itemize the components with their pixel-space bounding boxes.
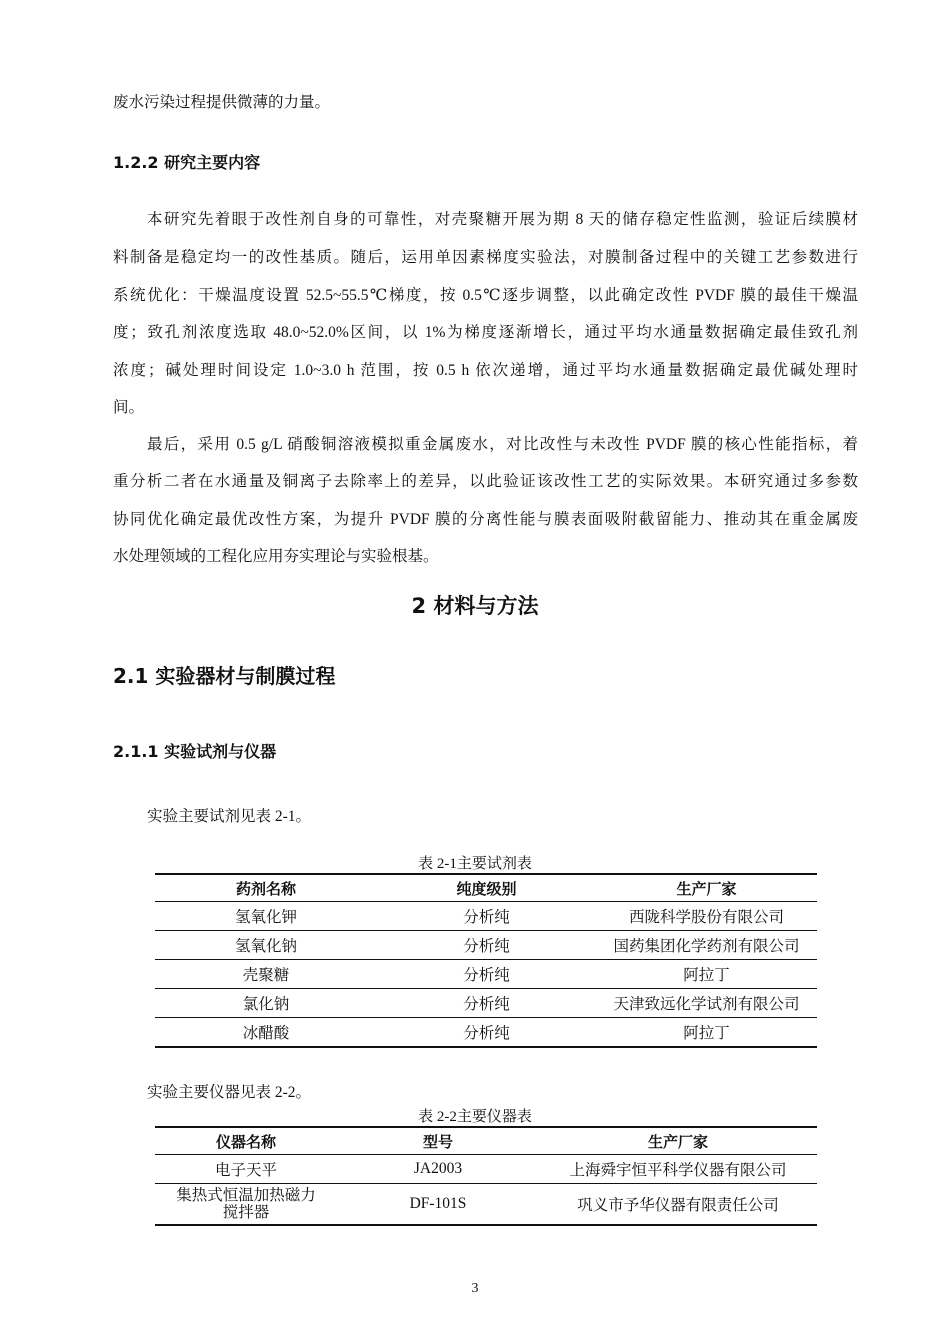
table-cell: 电子天平 — [155, 1155, 337, 1184]
table-header-row — [155, 1127, 817, 1155]
paragraph-line: 本研究先着眼于改性剂自身的可靠性，对壳聚糖开展为期 8 天的储存稳定性监测，验证后续膜材 — [147, 211, 858, 228]
table-cell: JA2003 — [337, 1155, 539, 1184]
section-heading-1-2-2: 1.2.2 研究主要内容 — [113, 153, 261, 172]
table-cell: 壳聚糖 — [155, 960, 377, 989]
paragraph-line: 系统优化：干燥温度设置 52.5~55.5℃梯度，按 0.5℃逐步调整，以此确定改性 PVDF 膜的最佳干燥温 — [113, 287, 858, 304]
paragraph-line: 度；致孔剂浓度选取 48.0~52.0%区间，以 1%为梯度逐渐增长，通过平均水通量数据确定最佳致孔剂 — [113, 324, 858, 341]
table-cell: 巩义市予华仪器有限责任公司 — [539, 1184, 817, 1226]
table-row — [155, 1184, 817, 1226]
table-row — [155, 1155, 817, 1184]
page-number: 3 — [471, 1281, 479, 1296]
table-cell: 冰醋酸 — [155, 1018, 377, 1048]
reagents-intro-text: 实验主要试剂见表 2-1。 — [147, 808, 312, 825]
paragraph-line: 水处理领域的工程化应用夯实理论与实验根基。 — [113, 548, 439, 565]
column-header: 型号 — [337, 1127, 539, 1155]
table-cell: 氯化钠 — [155, 989, 377, 1018]
paragraph-line: 浓度；碱处理时间设定 1.0~3.0 h 范围，按 0.5 h 依次递增，通过平均水通量数据确定最优碱处理时 — [113, 362, 858, 379]
chapter-heading-2: 2 材料与方法 — [411, 594, 539, 618]
instruments-intro-text: 实验主要仪器见表 2-2。 — [147, 1084, 312, 1101]
instruments-table — [155, 1126, 817, 1226]
column-header: 生产厂家 — [539, 1127, 817, 1155]
column-header: 药剂名称 — [155, 874, 377, 902]
column-header: 纯度级别 — [377, 874, 596, 902]
table-cell: 分析纯 — [377, 931, 596, 960]
table-cell: 阿拉丁 — [596, 1018, 817, 1048]
table-cell: 分析纯 — [377, 989, 596, 1018]
paragraph-line: 协同优化确定最优改性方案，为提升 PVDF 膜的分离性能与膜表面吸附截留能力、推动其在重金属废 — [113, 511, 858, 528]
table-row — [155, 931, 817, 960]
table-cell: 阿拉丁 — [596, 960, 817, 989]
table-header-row — [155, 874, 817, 902]
section-heading-2-1-1: 2.1.1 实验试剂与仪器 — [113, 742, 277, 761]
reagents-table — [155, 873, 817, 1048]
table-cell: 西陇科学股份有限公司 — [596, 902, 817, 931]
section-heading-2-1: 2.1 实验器材与制膜过程 — [113, 664, 336, 688]
paragraph-line: 料制备是稳定均一的改性基质。随后，运用单因素梯度实验法，对膜制备过程中的关键工艺参数进行 — [113, 249, 858, 266]
table-row — [155, 989, 817, 1018]
table-cell: 氢氧化钾 — [155, 902, 377, 931]
table-row — [155, 1018, 817, 1048]
table-cell: DF-101S — [337, 1184, 539, 1226]
table-cell: 分析纯 — [377, 902, 596, 931]
table-cell: 集热式恒温加热磁力 搅拌器 — [155, 1184, 337, 1226]
paragraph-line: 最后，采用 0.5 g/L 硝酸铜溶液模拟重金属废水，对比改性与未改性 PVDF 膜的核心性能指标，着 — [147, 436, 858, 453]
table-row — [155, 902, 817, 931]
table-2-2-caption: 表 2-2主要仪器表 — [418, 1109, 532, 1125]
table-cell: 上海舜宇恒平科学仪器有限公司 — [539, 1155, 817, 1184]
table-2-1-caption: 表 2-1主要试剂表 — [418, 856, 532, 872]
column-header: 仪器名称 — [155, 1127, 337, 1155]
table-row — [155, 960, 817, 989]
table-cell: 天津致远化学试剂有限公司 — [596, 989, 817, 1018]
table-cell: 分析纯 — [377, 1018, 596, 1048]
paragraph-line: 间。 — [113, 399, 145, 416]
intro-tail-text: 废水污染过程提供微薄的力量。 — [113, 94, 331, 111]
table-cell: 氢氧化钠 — [155, 931, 377, 960]
paragraph-line: 重分析二者在水通量及铜离子去除率上的差异，以此验证该改性工艺的实际效果。本研究通过多参数 — [113, 473, 858, 490]
column-header: 生产厂家 — [596, 874, 817, 902]
table-cell: 国药集团化学药剂有限公司 — [596, 931, 817, 960]
table-cell: 分析纯 — [377, 960, 596, 989]
